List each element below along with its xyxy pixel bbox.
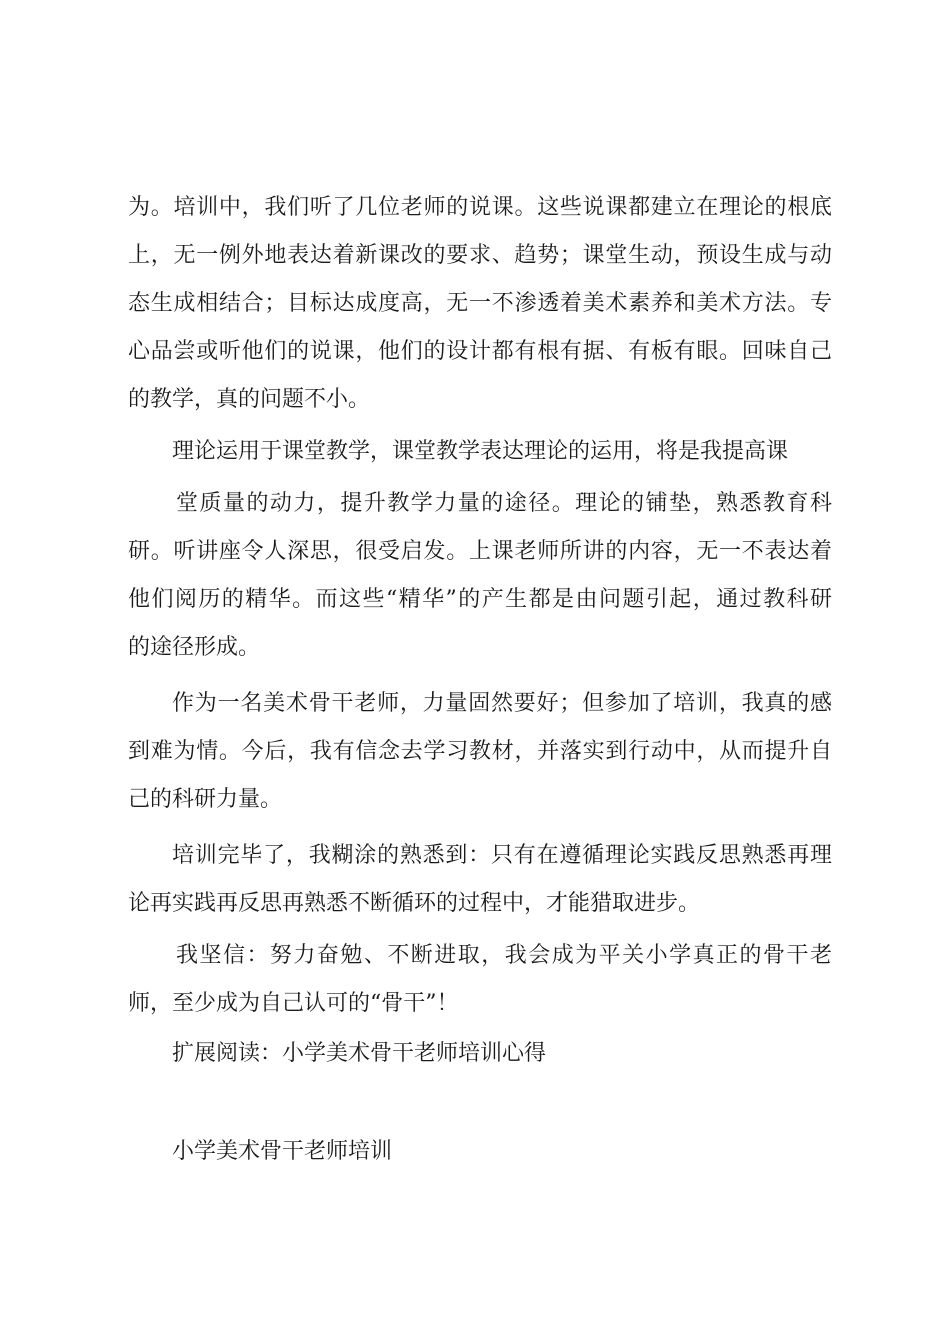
text-line: 的教学，真的问题不小。 xyxy=(128,387,371,412)
text-line: 理论运用于课堂教学，课堂教学表达理论的运用，将是我提高课 xyxy=(172,439,789,464)
text-line: 作为一名美术骨干老师，力量固然要好；但参加了培训，我真的感 xyxy=(172,691,832,716)
text-line: 他们阅历的精华。而这些“精华”的产生都是由问题引起，通过教科研 xyxy=(128,587,832,612)
text-line: 态生成相结合；目标达成度高，无一不渗透着美术素养和美术方法。专 xyxy=(128,291,832,316)
text-line: 培训完毕了，我糊涂的熟悉到：只有在遵循理论实践反思熟悉再理 xyxy=(172,843,832,868)
text-line: 师，至少成为自己认可的“骨干”！ xyxy=(128,991,459,1016)
extended-reading-line: 扩展阅读：小学美术骨干老师培训心得 xyxy=(172,1041,547,1066)
text-line: 为。培训中，我们听了几位老师的说课。这些说课都建立在理论的根底 xyxy=(128,195,832,220)
section-heading: 小学美术骨干老师培训 xyxy=(172,1139,393,1164)
text-line: 的途径形成。 xyxy=(128,635,261,660)
text-line: 堂质量的动力，提升教学力量的途径。理论的铺垫，熟悉教育科 xyxy=(176,491,832,516)
text-line: 己的科研力量。 xyxy=(128,787,283,812)
text-line: 研。听讲座令人深思，很受启发。上课老师所讲的内容，无一不表达着 xyxy=(128,539,832,564)
text-line: 论再实践再反思再熟悉不断循环的过程中，才能猎取进步。 xyxy=(128,891,701,916)
text-line: 心品尝或听他们的说课，他们的设计都有根有据、有板有眼。回味自己 xyxy=(128,339,832,364)
text-line: 到难为情。今后，我有信念去学习教材，并落实到行动中，从而提升自 xyxy=(128,739,832,764)
text-line: 我坚信：努力奋勉、不断进取，我会成为平关小学真正的骨干老 xyxy=(176,943,832,968)
text-line: 上，无一例外地表达着新课改的要求、趋势；课堂生动，预设生成与动 xyxy=(128,243,832,268)
